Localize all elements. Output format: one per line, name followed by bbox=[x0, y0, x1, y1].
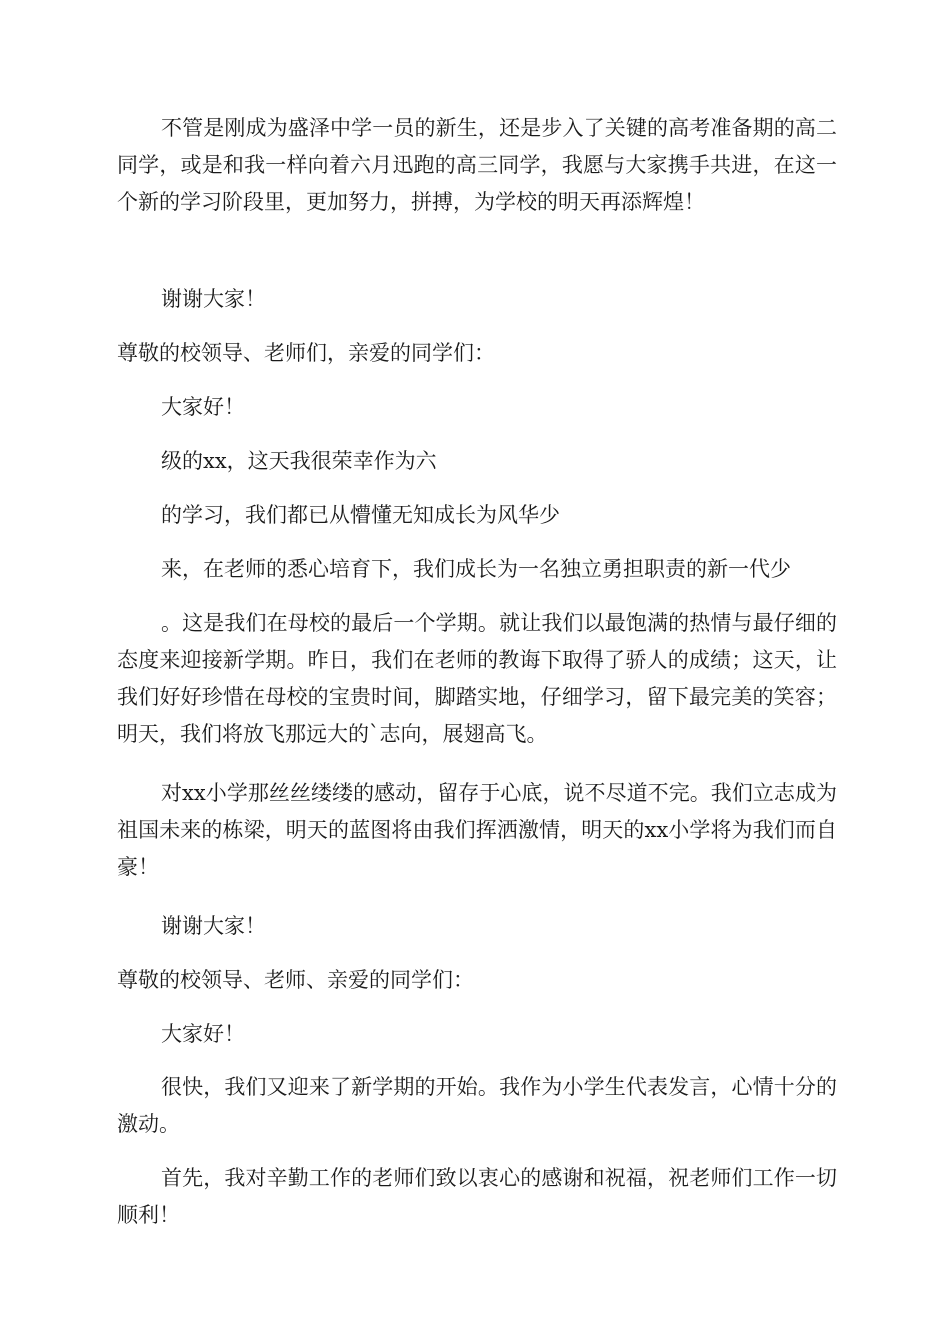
paragraph-new-semester: 。这是我们在母校的最后一个学期。就让我们以最饱满的热情与最仔细的态度来迎接新学期。昨日，我们在老师的教诲下取得了骄人的成绩；这天，让我们好好珍惜在母校的宝贵时间，脚踏实地，仔细学习，留下最完美的笑容；明天，我们将放飞那远大的`志向，展翅高飞。 bbox=[117, 611, 837, 746]
paragraph-opening: 很快，我们又迎来了新学期的开始。我作为小学生代表发言，心情十分的激动。 bbox=[117, 1075, 837, 1136]
paragraph-fragment-2: 的学习，我们都已从懵懂无知成长为风华少 bbox=[161, 503, 560, 527]
paragraph-thanks-teachers: 首先，我对辛勤工作的老师们致以衷心的感谢和祝福，祝老师们工作一切顺利！ bbox=[117, 1166, 837, 1227]
paragraph-greeting-2: 大家好！ bbox=[161, 1022, 245, 1046]
paragraph-fragment-3: 来，在老师的悉心培育下，我们成长为一名独立勇担职责的新一代少 bbox=[161, 557, 791, 581]
paragraph-fragment-1: 级的xx，这天我很荣幸作为六 bbox=[161, 449, 437, 473]
paragraph-closing-wish: 不管是刚成为盛泽中学一员的新生，还是步入了关键的高考准备期的高二同学，或是和我一样向着六月迅跑的高三同学，我愿与大家携手共进，在这一个新的学习阶段里，更加努力，拼搏，为学校的明天再添辉煌！ bbox=[117, 116, 837, 214]
paragraph-greeting-1: 大家好！ bbox=[161, 395, 245, 419]
paragraph-gratitude-school: 对xx小学那丝丝缕缕的感动，留存于心底，说不尽道不完。我们立志成为祖国未来的栋梁，明天的蓝图将由我们挥洒激情，明天的xx小学将为我们而自豪！ bbox=[117, 781, 837, 879]
paragraph-salutation-1: 尊敬的校领导、老师们，亲爱的同学们： bbox=[117, 341, 495, 365]
paragraph-thanks-1: 谢谢大家！ bbox=[161, 287, 266, 311]
paragraph-salutation-2: 尊敬的校领导、老师、亲爱的同学们： bbox=[117, 968, 474, 992]
paragraph-thanks-2: 谢谢大家！ bbox=[161, 914, 266, 938]
